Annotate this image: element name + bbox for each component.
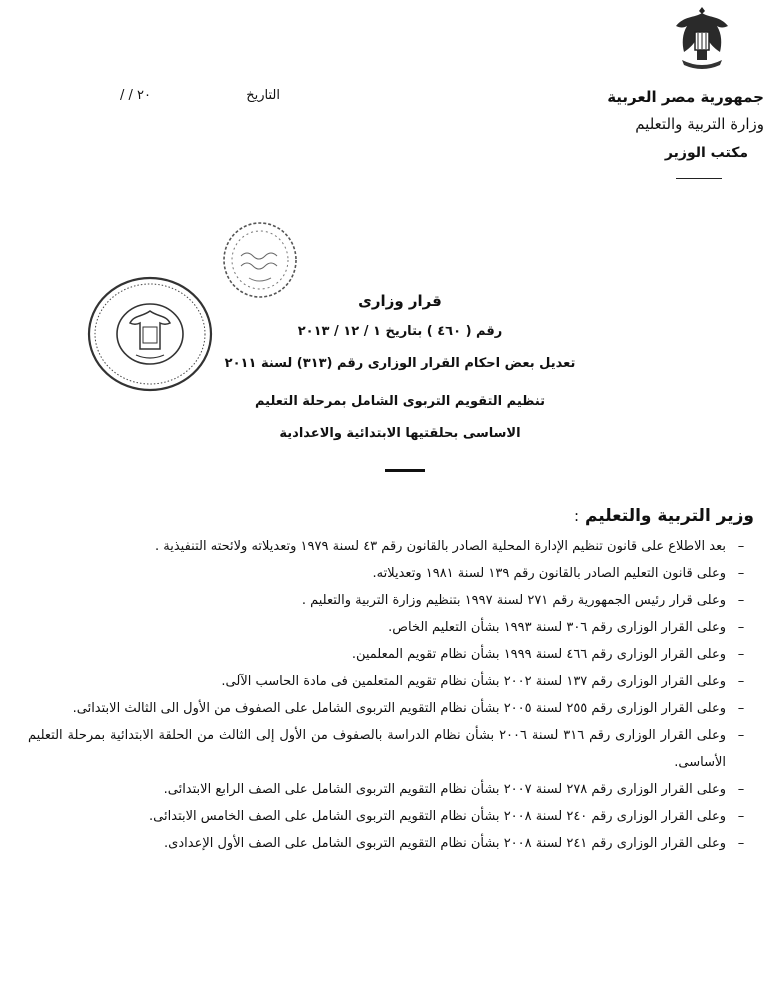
minister-title-text: وزير التربية والتعليم [584, 506, 754, 526]
clause-item [28, 614, 754, 641]
clause-dash: – [737, 593, 745, 608]
letterhead-office: مكتب الوزير [664, 145, 748, 161]
clause-text: بعد الاطلاع على قانون تنظيم الإدارة المحلية الصادر بالقانون رقم ٤٣ لسنة ١٩٧٩ وتعديلاته ولائحته التنفيذية . [155, 539, 726, 554]
clause-text: وعلى القرار الوزارى رقم ٣٠٦ لسنة ١٩٩٣ بشأن التعليم الخاص. [388, 620, 726, 635]
eagle-emblem-icon [670, 4, 734, 70]
clause-item [28, 641, 754, 668]
letterhead-country: جمهورية مصر العربية [607, 88, 764, 106]
clause-item [28, 722, 754, 776]
clause-item [28, 803, 754, 830]
clause-text: وعلى قرار رئيس الجمهورية رقم ٢٧١ لسنة ١٩٩٧ بتنظيم وزارة التربية والتعليم . [301, 593, 726, 608]
clause-dash: – [737, 647, 745, 662]
clause-text: وعلى القرار الوزارى رقم ٣١٦ لسنة ٢٠٠٦ بشأن نظام الدراسة بالصفوف من الأول إلى الثالث من الحلقة الابتدائية بمرحلة التعليم الأساسى. [28, 728, 726, 770]
clause-dash: – [737, 566, 745, 581]
clause-text: وعلى القرار الوزارى رقم ٤٦٦ لسنة ١٩٩٩ بشأن نظام تقويم المعلمين. [351, 647, 726, 662]
clause-item [28, 776, 754, 803]
preamble-clauses [28, 533, 754, 857]
minister-colon: : [573, 507, 580, 525]
decree-number-line: رقم ( ٤٦٠ ) بتاريخ ١ / ١٢ / ٢٠١٣ [297, 324, 503, 339]
clause-text: وعلى القرار الوزارى رقم ٢٧٨ لسنة ٢٠٠٧ بشأن نظام التقويم التربوى الشامل على الصف الرابع الابتدائى. [163, 782, 726, 797]
clause-dash: – [737, 539, 745, 554]
clause-dash: – [737, 782, 745, 797]
round-seal-stamp [221, 220, 299, 300]
clause-dash: – [737, 728, 745, 743]
clause-text: وعلى القرار الوزارى رقم ٢٤١ لسنة ٢٠٠٨ بشأن نظام التقويم التربوى الشامل على الصف الأول الإعدادى. [164, 836, 726, 851]
clause-dash: – [737, 674, 745, 689]
date-label: التاريخ [246, 88, 280, 103]
decree-subject-line-1: تعديل بعض احكام القرار الوزارى رقم (٣١٣) لسنة ٢٠١١ [224, 356, 576, 371]
clause-item [28, 587, 754, 614]
clause-dash: – [737, 836, 745, 851]
title-divider [385, 469, 425, 472]
clause-text: وعلى القرار الوزارى رقم ٢٤٠ لسنة ٢٠٠٨ بشأن نظام التقويم التربوى الشامل على الصف الخامس الابتدائى. [149, 809, 726, 824]
letterhead-ministry: وزارة التربية والتعليم [635, 115, 764, 133]
clause-text: وعلى القرار الوزارى رقم ١٣٧ لسنة ٢٠٠٢ بشأن نظام تقويم المتعلمين فى مادة الحاسب الآلى. [221, 674, 726, 689]
clause-item [28, 830, 754, 857]
clause-dash: – [737, 809, 745, 824]
decree-subject-line-3: الاساسى بحلقتيها الابتدائية والاعدادية [279, 426, 521, 441]
clause-text: وعلى قانون التعليم الصادر بالقانون رقم ١٣٩ لسنة ١٩٨١ وتعديلاته. [372, 566, 726, 581]
clause-item [28, 560, 754, 587]
clause-item [28, 695, 754, 722]
decree-subject-line-2: تنظيم التقويم التربوى الشامل بمرحلة التعليم [254, 394, 546, 409]
clause-text: وعلى القرار الوزارى رقم ٢٥٥ لسنة ٢٠٠٥ بشأن نظام التقويم التربوى الشامل على الصفوف من الأول الى الثالث الابتدائى. [72, 701, 726, 716]
clause-dash: – [737, 620, 745, 635]
letterhead-divider [676, 178, 722, 179]
clause-item [28, 533, 754, 560]
clause-item [28, 668, 754, 695]
decree-heading: قرار وزارى [358, 292, 442, 310]
date-blank: / / ٢٠ [120, 88, 151, 103]
clause-dash: – [737, 701, 745, 716]
minister-title [574, 506, 754, 526]
